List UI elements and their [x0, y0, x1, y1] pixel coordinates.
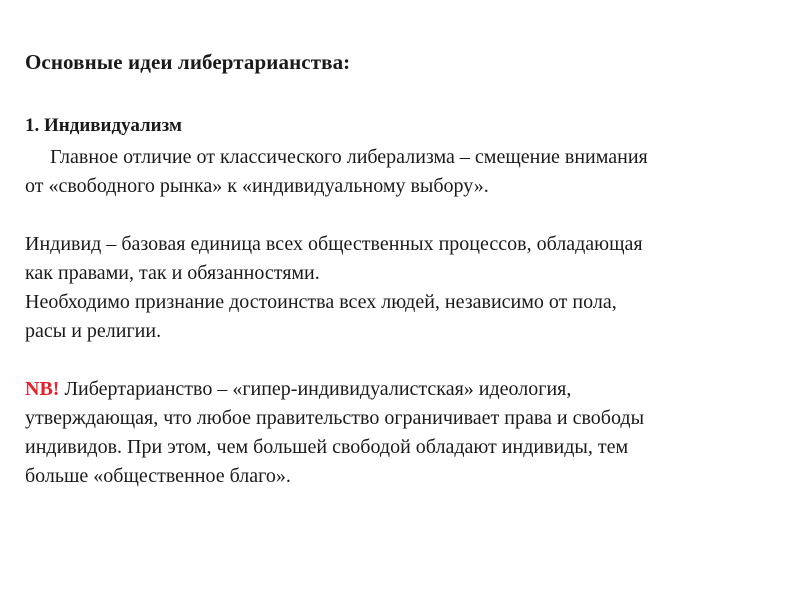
- paragraph-line: расы и религии.: [25, 320, 162, 342]
- nb-label: NB!: [25, 378, 60, 400]
- paragraph-dignity: [25, 288, 785, 346]
- paragraph-nb-note: [25, 375, 785, 491]
- paragraph-line: [25, 375, 785, 404]
- paragraph-line: больше «общественное благо».: [25, 465, 291, 487]
- paragraph-line: от «свободного рынка» к «индивидуальному выбору».: [25, 175, 489, 197]
- section-heading: 1. Индивидуализм: [25, 115, 182, 136]
- paragraph-individual: [25, 230, 785, 288]
- paragraph-line: Необходимо признание достоинства всех людей, независимо от пола,: [25, 291, 617, 313]
- paragraph-main-difference: [25, 143, 785, 201]
- nb-line-text: Либертарианство – «гипер-индивидуалистская» идеология,: [59, 378, 572, 400]
- paragraph-line: утверждающая, что любое правительство ограничивает права и свободы: [25, 407, 645, 429]
- slide-title: Основные идеи либертарианства:: [25, 50, 351, 74]
- paragraph-line: Индивид – базовая единица всех общественных процессов, обладающая: [25, 233, 643, 255]
- paragraph-line: индивидов. При этом, чем большей свободой обладают индивиды, тем: [25, 436, 629, 458]
- paragraph-line: Главное отличие от классического либерализма – смещение внимания: [50, 146, 648, 168]
- paragraph-line: как правами, так и обязанностями.: [25, 262, 320, 284]
